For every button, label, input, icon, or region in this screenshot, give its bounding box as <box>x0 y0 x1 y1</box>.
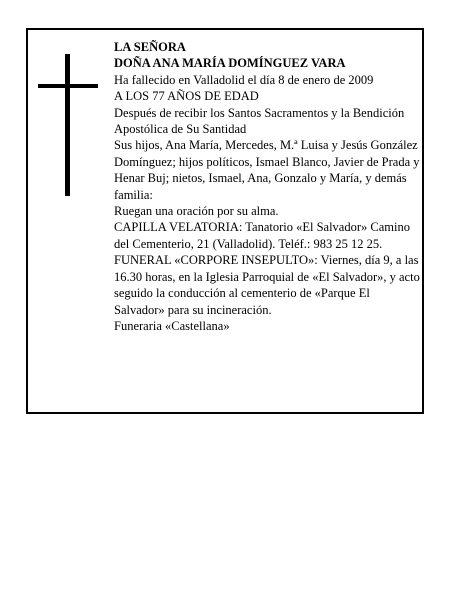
funeral-details: FUNERAL «CORPORE INSEPULTO»: Viernes, día 9, a las 16.30 horas, en la Iglesia Parroquial de «El Salvador», y acto seguido la conducción al cementerio de «Parque El Salvador» para su incineración. <box>114 253 420 317</box>
funeral-home: Funeraria «Castellana» <box>114 318 230 333</box>
family-list: Sus hijos, Ana María, Mercedes, M.ª Luisa y Jesús González Domínguez; hijos políticos, Ismael Blanco, Javier de Prada y Henar Buj; nietos, Ismael, Ana, Gonzalo y María, y demás familia: <box>114 138 420 202</box>
age-statement: A LOS 77 AÑOS DE EDAD <box>114 89 259 104</box>
obituary-text <box>114 39 420 334</box>
death-statement: Ha fallecido en Valladolid el día 8 de enero de 2009 <box>114 72 374 87</box>
notice-title: LA SEÑORA <box>114 40 186 54</box>
latin-cross-icon <box>38 54 98 196</box>
deceased-name: DOÑA ANA MARÍA DOMÍNGUEZ VARA <box>114 56 346 71</box>
cross-horizontal-bar <box>38 84 98 88</box>
sacraments-statement: Después de recibir los Santos Sacramentos y la Bendición Apostólica de Su Santidad <box>114 105 405 137</box>
prayer-request: Ruegan una oración por su alma. <box>114 204 279 219</box>
cross-vertical-bar <box>65 54 70 196</box>
wake-details: CAPILLA VELATORIA: Tanatorio «El Salvador» Camino del Cementerio, 21 (Valladolid). Teléf.: 983 25 12 25. <box>114 220 410 251</box>
